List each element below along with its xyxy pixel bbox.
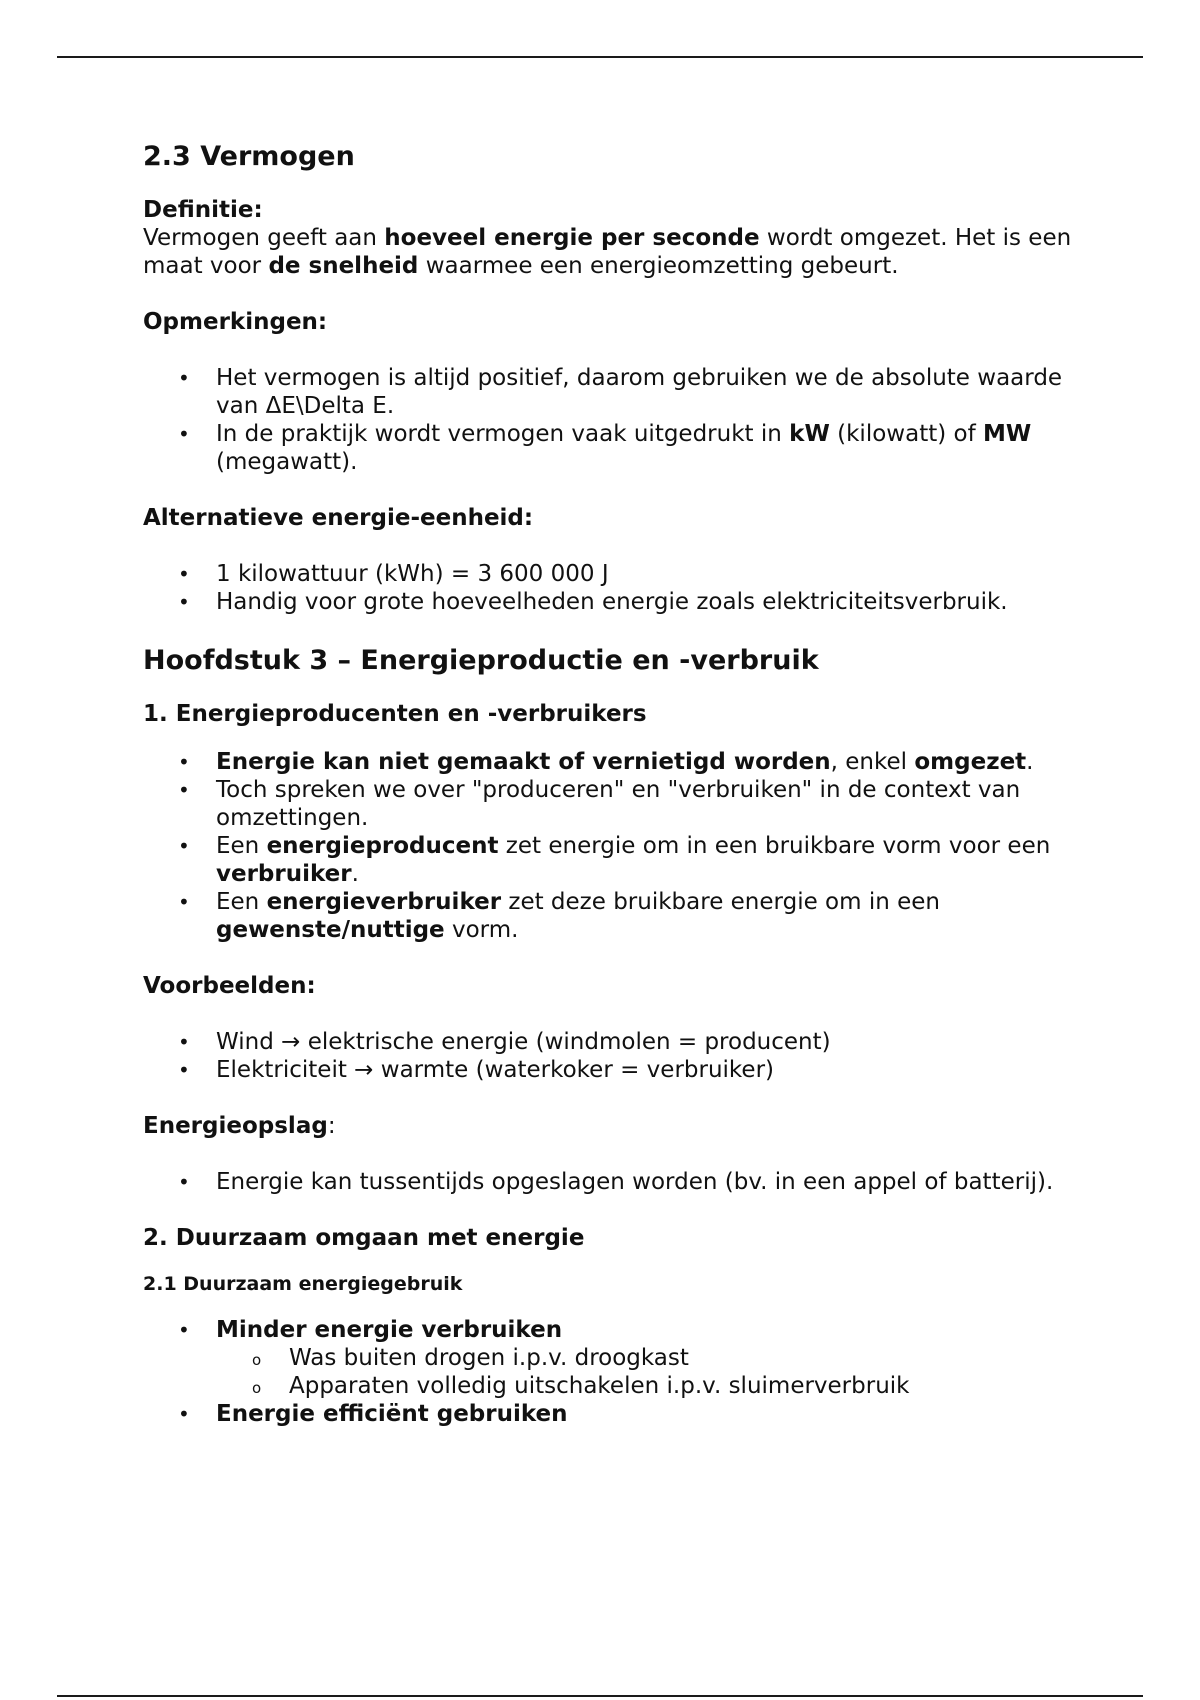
heading-vermogen: 2.3 Vermogen <box>143 141 355 172</box>
alt-unit-list <box>143 560 1073 616</box>
remarks-label: Opmerkingen: <box>143 309 328 335</box>
sub-list-item: o Was buiten drogen i.p.v. droogkast <box>216 1344 1073 1372</box>
sub-list-item: o Apparaten volledig uitschakelen i.p.v. sluimerverbruik <box>216 1372 1073 1400</box>
list-item: • Toch spreken we over "produceren" en "verbruiken" in de context van omzettingen. <box>143 776 1073 832</box>
examples-label: Voorbeelden: <box>143 973 316 999</box>
storage-list <box>143 1168 1073 1196</box>
definition-label: Definitie: <box>143 197 263 223</box>
list-item: • Energie efficiënt gebruiken <box>143 1400 1073 1428</box>
list-item: • Een energieproducent zet energie om in een bruikbare vorm voor een verbruiker. <box>143 832 1073 888</box>
top-rule <box>57 56 1143 58</box>
producers-list <box>143 748 1073 944</box>
examples-list <box>143 1028 1073 1084</box>
heading-sustainable: 2. Duurzaam omgaan met energie <box>143 1225 585 1251</box>
list-item: • Een energieverbruiker zet deze bruikbare energie om in een gewenste/nuttige vorm. <box>143 888 1073 944</box>
alt-unit-label: Alternatieve energie-eenheid: <box>143 505 534 531</box>
list-item: • Energie kan tussentijds opgeslagen worden (bv. in een appel of batterij). <box>143 1168 1073 1196</box>
heading-producers-consumers: 1. Energieproducenten en -verbruikers <box>143 701 647 727</box>
storage-label: Energieopslag: <box>143 1113 336 1139</box>
list-item: • In de praktijk wordt vermogen vaak uitgedrukt in kW (kilowatt) of MW (megawatt). <box>143 420 1073 476</box>
document-page <box>143 140 1073 1456</box>
remarks-list <box>143 364 1073 476</box>
sub-list <box>216 1344 1073 1400</box>
heading-chapter-3: Hoofdstuk 3 – Energieproductie en -verbruik <box>143 645 819 676</box>
heading-sustainable-use: 2.1 Duurzaam energiegebruik <box>143 1273 463 1295</box>
sustainable-list <box>143 1316 1073 1428</box>
list-item: • 1 kilowattuur (kWh) = 3 600 000 J <box>143 560 1073 588</box>
list-item: • Het vermogen is altijd positief, daarom gebruiken we de absolute waarde van ΔE\Delta E. <box>143 364 1073 420</box>
bottom-rule <box>57 1695 1143 1697</box>
definition-text: Vermogen geeft aan hoeveel energie per seconde wordt omgezet. Het is een maat voor de snelheid waarmee een energieomzetting gebeurt. <box>143 225 1072 279</box>
list-item: • Minder energie verbruiken o Was buiten drogen i.p.v. droogkast o Apparaten volledig uitschakelen i.p.v. sluimerverbruik <box>143 1316 1073 1400</box>
list-item: • Energie kan niet gemaakt of vernietigd worden, enkel omgezet. <box>143 748 1073 776</box>
list-item: • Wind → elektrische energie (windmolen = producent) <box>143 1028 1073 1056</box>
list-item: • Elektriciteit → warmte (waterkoker = verbruiker) <box>143 1056 1073 1084</box>
list-item: • Handig voor grote hoeveelheden energie zoals elektriciteitsverbruik. <box>143 588 1073 616</box>
